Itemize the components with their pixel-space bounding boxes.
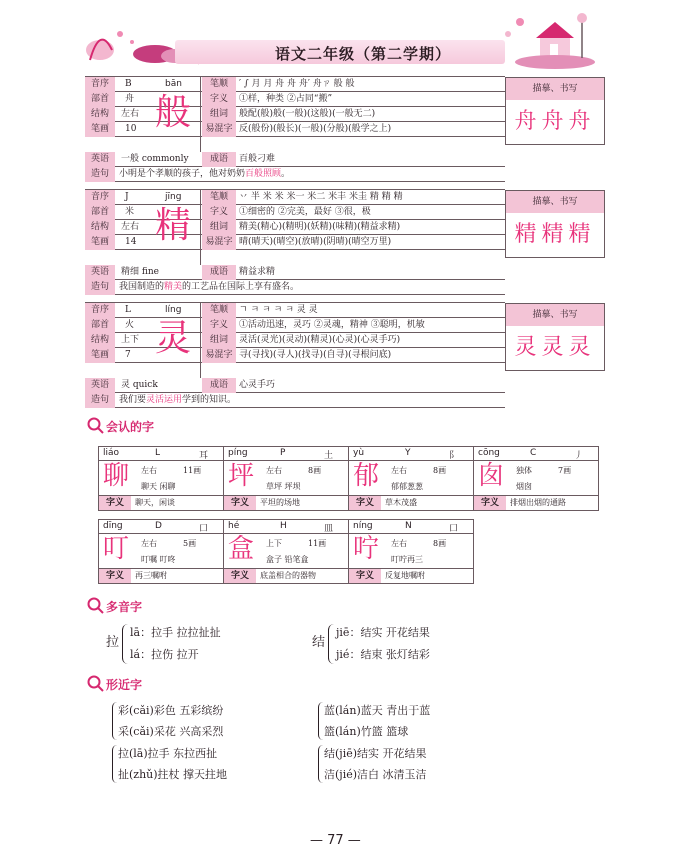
label-bushou: 部首 xyxy=(85,205,115,220)
card-words: 叮嘱 叮咚 xyxy=(141,555,176,564)
label-yingyu: 英语 xyxy=(85,265,115,280)
brace xyxy=(318,745,323,783)
label-yingyu: 英语 xyxy=(85,378,115,393)
english-value: 精细 fine xyxy=(121,267,159,277)
card-radical: 口 xyxy=(449,524,459,534)
similar-line: 结(jiē)结实 开花结果 xyxy=(324,747,427,760)
card-strokes: 8画 xyxy=(433,539,447,548)
card-header xyxy=(474,447,598,461)
sentence xyxy=(119,393,236,408)
polyphonic-char: 拉 xyxy=(106,635,120,650)
meaning-value: ①细密的 ②完美，最好 ③很，极 xyxy=(239,207,371,217)
polyphonic-line: lá：拉伤 拉开 xyxy=(130,648,199,661)
practice-header: 描摹、书写 xyxy=(506,78,604,100)
card-pinyin: níng xyxy=(353,521,373,531)
polyphonic-line: jié：结束 张灯结彩 xyxy=(336,648,430,661)
card-initial: C xyxy=(530,448,537,458)
label-zuci: 组词 xyxy=(202,333,236,348)
card-strokes: 5画 xyxy=(183,539,197,548)
recognize-card xyxy=(223,519,349,584)
strokes-value: 10 xyxy=(125,124,137,134)
card-initial: D xyxy=(155,521,162,531)
words-value: 般配(般)般(一般)(这般)(一般无二) xyxy=(239,109,376,119)
initial-value: J xyxy=(125,192,129,202)
initial-value: B xyxy=(125,79,132,89)
card-radical: 土 xyxy=(324,451,334,461)
label-bishun: 笔顺 xyxy=(202,190,236,205)
card-pinyin: cōng xyxy=(478,448,500,458)
brace xyxy=(318,702,323,740)
card-meaning-label: 字义 xyxy=(99,496,131,510)
card-radical: 口 xyxy=(199,524,209,534)
brace xyxy=(122,624,128,664)
card-initial: P xyxy=(280,448,286,458)
card-words: 烟囱 xyxy=(516,482,532,491)
sentence-highlight: 百般照顾 xyxy=(245,169,282,179)
card-initial: H xyxy=(280,521,287,531)
polyphonic-line: lā：拉手 拉拉扯扯 xyxy=(130,626,221,639)
card-strokes: 7画 xyxy=(558,466,572,475)
label-yinxu: 音序 xyxy=(85,77,115,92)
card-header xyxy=(224,520,348,534)
divider xyxy=(200,77,201,152)
main-character: 般 xyxy=(155,92,192,133)
card-words: 草坪 坪坝 xyxy=(266,482,301,491)
card-meaning: 排烟出烟的通路 xyxy=(510,498,566,507)
label-bishun: 笔顺 xyxy=(202,303,236,318)
divider xyxy=(200,303,201,378)
brace xyxy=(328,624,334,664)
section-recognize-heading: 会认的字 xyxy=(106,420,155,434)
sentence xyxy=(119,167,290,182)
card-meaning-label: 字义 xyxy=(474,496,506,510)
label-bihua: 笔画 xyxy=(85,122,115,137)
card-structure: 左右 xyxy=(141,539,157,548)
stroke-order-value: 丷 半 米 米 米一 米二 米丰 米圭 精 精 精 xyxy=(239,192,403,202)
label-zuci: 组词 xyxy=(202,220,236,235)
card-character: 盒 xyxy=(228,534,255,564)
practice-box[interactable] xyxy=(505,190,605,258)
sentence-text: 小明是个孝顺的孩子，他对奶奶 xyxy=(119,169,246,179)
card-structure: 上下 xyxy=(266,539,282,548)
label-jiegou: 结构 xyxy=(85,333,115,348)
idiom-value: 百般刁难 xyxy=(239,154,276,164)
card-header xyxy=(99,520,223,534)
label-ziyi: 字义 xyxy=(202,318,236,333)
card-footer xyxy=(349,495,473,510)
card-character: 叮 xyxy=(103,534,130,564)
card-meaning: 平坦的场地 xyxy=(260,498,300,507)
pinyin-value: bān xyxy=(165,79,182,89)
polyphonic-char: 结 xyxy=(312,635,326,650)
sentence-highlight: 精美 xyxy=(164,282,183,292)
label-yinxu: 音序 xyxy=(85,303,115,318)
card-meaning-label: 字义 xyxy=(99,569,131,583)
radical-value: 火 xyxy=(125,320,135,330)
pinyin-value: jīng xyxy=(165,192,182,202)
label-zaoju: 造句 xyxy=(85,393,115,408)
card-structure: 左右 xyxy=(391,539,407,548)
card-meaning-label: 字义 xyxy=(224,569,256,583)
card-meaning: 再三嘱咐 xyxy=(135,571,167,580)
card-character: 坪 xyxy=(228,461,255,491)
brace xyxy=(112,702,117,740)
card-footer xyxy=(99,495,223,510)
recognize-card xyxy=(98,519,224,584)
label-ziyi: 字义 xyxy=(202,205,236,220)
char-card xyxy=(85,303,605,413)
label-chengyu: 成语 xyxy=(202,378,236,393)
practice-characters: 舟舟舟 xyxy=(514,109,596,134)
card-structure: 左右 xyxy=(266,466,282,475)
card-radical: 阝 xyxy=(449,451,459,461)
label-jiegou: 结构 xyxy=(85,107,115,122)
card-character: 咛 xyxy=(353,534,380,564)
label-yicuozi: 易混字 xyxy=(202,235,236,250)
label-yicuozi: 易混字 xyxy=(202,348,236,363)
section-polyphonic-heading: 多音字 xyxy=(106,600,143,614)
english-value: 灵 quick xyxy=(121,380,158,390)
card-initial: L xyxy=(155,448,161,458)
card-header xyxy=(224,447,348,461)
card-character: 聊 xyxy=(103,461,130,491)
card-character: 囱 xyxy=(478,461,505,491)
idiom-value: 心灵手巧 xyxy=(239,380,276,390)
house-decoration-icon xyxy=(500,8,600,70)
recognize-card xyxy=(98,446,224,511)
card-pinyin: yù xyxy=(353,448,365,458)
recognize-card xyxy=(348,519,474,584)
card-footer xyxy=(474,495,598,510)
label-chengyu: 成语 xyxy=(202,152,236,167)
pinyin-value: líng xyxy=(165,305,182,315)
label-yicuozi: 易混字 xyxy=(202,122,236,137)
page-header xyxy=(0,0,689,78)
radical-value: 舟 xyxy=(125,94,135,104)
card-pinyin: hé xyxy=(228,521,240,531)
label-zaoju: 造句 xyxy=(85,280,115,295)
words-value: 精美(精心)(精明)(妖精)(味精)(精益求精) xyxy=(239,222,401,232)
card-header xyxy=(349,520,473,534)
card-strokes: 11画 xyxy=(308,539,327,548)
card-character: 郁 xyxy=(353,461,380,491)
similar-line: 扯(zhǔ)拄杖 撑天拄地 xyxy=(118,768,228,781)
structure-value: 左右 xyxy=(121,109,140,119)
sentence-highlight: 灵活运用 xyxy=(146,395,183,405)
section-similar-heading: 形近字 xyxy=(106,678,143,692)
label-bushou: 部首 xyxy=(85,318,115,333)
recognize-card xyxy=(348,446,474,511)
label-bihua: 笔画 xyxy=(85,348,115,363)
card-radical: 耳 xyxy=(199,451,209,461)
sentence-text: 我们要 xyxy=(119,395,147,405)
recognize-card xyxy=(473,446,599,511)
card-pinyin: liáo xyxy=(103,448,120,458)
sentence-text: 学到的知识。 xyxy=(182,395,237,405)
stroke-order-value: ′ ∫ 月 月 舟 舟 舟′ 舟ㄗ 般 般 xyxy=(239,79,355,89)
practice-characters: 灵灵灵 xyxy=(514,335,596,360)
magnifier-icon xyxy=(86,596,104,614)
similar-line: 彩(cǎi)彩色 五彩缤纷 xyxy=(118,704,224,717)
card-meaning: 聊天，闲谈 xyxy=(135,498,175,507)
magnifier-icon xyxy=(86,674,104,692)
label-yinxu: 音序 xyxy=(85,190,115,205)
card-meaning: 底盖相合的器物 xyxy=(260,571,316,580)
main-character: 精 xyxy=(155,205,192,246)
confusing-value: 寻(寻找)(寻人)(找寻)(自寻)(寻根问底) xyxy=(239,350,392,360)
card-meaning-label: 字义 xyxy=(224,496,256,510)
label-jiegou: 结构 xyxy=(85,220,115,235)
main-character: 灵 xyxy=(155,318,192,359)
english-value: 一般 commonly xyxy=(121,154,189,164)
card-footer xyxy=(99,568,223,583)
strokes-value: 14 xyxy=(125,237,137,247)
card-strokes: 8画 xyxy=(433,466,447,475)
sentence-text: 我国制造的 xyxy=(119,282,165,292)
card-footer xyxy=(349,568,473,583)
card-initial: Y xyxy=(405,448,411,458)
stroke-order-value: ㄱ ㅋ ㅋ ㅋ ㅋ 灵 灵 xyxy=(239,305,318,315)
label-zuci: 组词 xyxy=(202,107,236,122)
practice-header: 描摹、书写 xyxy=(506,191,604,213)
card-radical: 皿 xyxy=(324,524,334,534)
sentence-text: 的工艺品在国际上享有盛名。 xyxy=(182,282,300,292)
similar-line: 采(cǎi)采花 兴高采烈 xyxy=(118,725,224,738)
similar-line: 洁(jié)洁白 冰清玉洁 xyxy=(324,768,427,781)
sentence xyxy=(119,280,299,295)
card-pinyin: píng xyxy=(228,448,248,458)
card-footer xyxy=(224,495,348,510)
char-card xyxy=(85,77,605,187)
similar-line: 篮(lán)竹篮 篮球 xyxy=(324,725,409,738)
sentence-text: 。 xyxy=(281,169,291,179)
idiom-value: 精益求精 xyxy=(239,267,276,277)
label-bishun: 笔顺 xyxy=(202,77,236,92)
strokes-value: 7 xyxy=(125,350,131,360)
structure-value: 左右 xyxy=(121,222,140,232)
meaning-value: ①活动迅速，灵巧 ②灵魂，精神 ③聪明，机敏 xyxy=(239,320,425,330)
structure-value: 上下 xyxy=(121,335,140,345)
card-header xyxy=(99,447,223,461)
card-header xyxy=(349,447,473,461)
confusing-value: 晴(晴天)(晴空)(放晴)(阴晴)(晴空万里) xyxy=(239,237,392,247)
card-words: 聊天 闲聊 xyxy=(141,482,176,491)
practice-header: 描摹、书写 xyxy=(506,304,604,326)
label-bushou: 部首 xyxy=(85,92,115,107)
card-structure: 独体 xyxy=(516,466,532,475)
card-structure: 左右 xyxy=(141,466,157,475)
card-radical: 丿 xyxy=(574,451,584,461)
card-words: 叮咛再三 xyxy=(391,555,423,564)
magnifier-icon xyxy=(86,416,104,434)
divider xyxy=(200,190,201,265)
recognize-card xyxy=(223,446,349,511)
card-structure: 左右 xyxy=(391,466,407,475)
card-initial: N xyxy=(405,521,412,531)
radical-value: 米 xyxy=(125,207,135,217)
initial-value: L xyxy=(125,305,131,315)
label-yingyu: 英语 xyxy=(85,152,115,167)
card-pinyin: dīng xyxy=(103,521,123,531)
card-meaning-label: 字义 xyxy=(349,496,381,510)
char-card xyxy=(85,190,605,300)
card-meaning: 草木茂盛 xyxy=(385,498,417,507)
practice-box[interactable] xyxy=(505,77,605,145)
page-number: — 77 — xyxy=(310,833,361,848)
card-words: 盒子 铅笔盒 xyxy=(266,555,309,564)
label-ziyi: 字义 xyxy=(202,92,236,107)
similar-line: 拉(lā)拉手 东拉西扯 xyxy=(118,747,218,760)
label-bihua: 笔画 xyxy=(85,235,115,250)
practice-characters: 精精精 xyxy=(514,222,596,247)
polyphonic-line: jiē：结实 开花结果 xyxy=(336,626,430,639)
label-zaoju: 造句 xyxy=(85,167,115,182)
confusing-value: 反(般份)(般长)(一般)(分般)(般学之上) xyxy=(239,124,392,134)
brace xyxy=(112,745,117,783)
card-strokes: 8画 xyxy=(308,466,322,475)
page-title: 语文二年级（第二学期） xyxy=(275,45,452,63)
words-value: 灵活(灵光)(灵动)(精灵)(心灵)(心灵手巧) xyxy=(239,335,401,345)
card-footer xyxy=(224,568,348,583)
card-strokes: 11画 xyxy=(183,466,202,475)
meaning-value: ①样，种类 ②占同“搬” xyxy=(239,94,333,104)
card-words: 郁郁葱葱 xyxy=(391,482,423,491)
card-meaning-label: 字义 xyxy=(349,569,381,583)
similar-line: 蓝(lán)蓝天 青出于蓝 xyxy=(324,704,431,717)
practice-box[interactable] xyxy=(505,303,605,371)
label-chengyu: 成语 xyxy=(202,265,236,280)
card-meaning: 反复地嘱咐 xyxy=(385,571,425,580)
